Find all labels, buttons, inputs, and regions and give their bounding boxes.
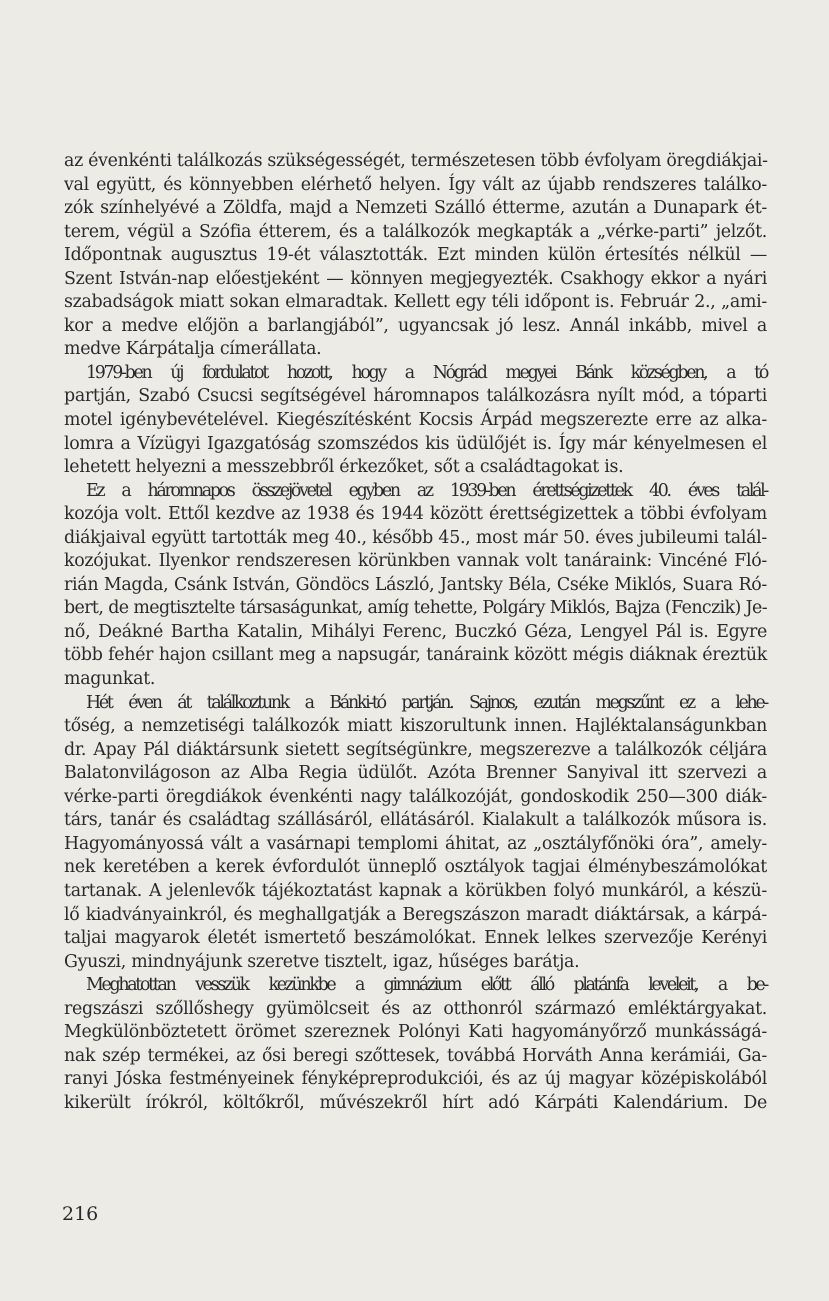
text-line: Szent István-nap előestjeként — könnyen megjegyezték. Csakhogy ekkor a nyári xyxy=(64,268,767,289)
text-line: diákjaival együtt tartották meg 40., később 45., most már 50. éves jubileumi talál- xyxy=(64,527,767,548)
text-line: zók színhelyévé a Zöldfa, majd a Nemzeti Szálló étterme, azután a Dunapark ét- xyxy=(64,198,767,219)
text-line: val együtt, és könnyebben elérhető helyen. Így vált az újabb rendszeres találko- xyxy=(64,174,767,195)
text-line: dr. Apay Pál diáktársunk sietett segítségünkre, megszerezve a találkozók céljára xyxy=(64,739,767,760)
text-line: Balatonvilágoson az Alba Regia üdülőt. Azóta Brenner Sanyival itt szervezi a xyxy=(64,763,767,784)
page-number: 216 xyxy=(62,1203,99,1225)
paragraph-5 xyxy=(64,974,767,1115)
text-line: lehetett helyezni a messzebbről érkezőket, sőt a családtagokat is. xyxy=(64,457,624,478)
text-line: medve Kárpátalja címerállata. xyxy=(64,339,322,360)
text-line: az évenkénti találkozás szükségességét, természetesen több évfolyam öregdiákjai- xyxy=(64,151,768,171)
paragraph-2 xyxy=(64,362,767,480)
page-body xyxy=(64,150,767,1115)
text-line: Ez a háromnapos összejövetel egyben az 1939-ben érettségizettek 40. éves talál- xyxy=(86,480,767,501)
text-line: kozója volt. Ettől kezdve az 1938 és 1944 között érettségizettek a többi évfolyam xyxy=(64,504,767,525)
text-line: 1979-ben új fordulatot hozott, hogy a Nógrád megyei Bánk községben, a tó xyxy=(86,362,767,383)
text-line: nő, Deákné Bartha Katalin, Mihályi Ferenc, Buczkó Géza, Lengyel Pál is. Egyre xyxy=(64,621,767,642)
text-line: tőség, a nemzetiségi találkozók miatt kiszorultunk innen. Hajléktalanságunkban xyxy=(64,716,767,737)
text-line: kozójukat. Ilyenkor rendszeresen körünkben vannak volt tanáraink: Vincéné Fló- xyxy=(64,551,767,572)
text-line: Hét éven át találkoztunk a Bánki-tó partján. Sajnos, ezután megszűnt ez a lehe- xyxy=(86,692,767,713)
text-line: kor a medve előjön a barlangjából”, ugyancsak jó lesz. Annál inkább, mivel a xyxy=(64,315,767,336)
text-line: taljai magyarok életét ismertető beszámolókat. Ennek lelkes szervezője Kerényi xyxy=(64,928,767,949)
text-line: kikerült írókról, költőkről, művészekről hírt adó Kárpáti Kalendárium. De xyxy=(64,1092,767,1113)
text-line: Meghatottan vesszük kezünkbe a gimnázium előtt álló platánfa leveleit, a be- xyxy=(86,975,767,996)
text-line: bert, de megtisztelte társaságunkat, amíg tehette, Polgáry Miklós, Bajza (Fenczik) Je- xyxy=(64,598,767,619)
text-line: Gyuszi, mindnyájunk szeretve tisztelt, igaz, hűséges barátja. xyxy=(64,951,580,972)
text-line: Hagyományossá vált a vasárnapi templomi áhitat, az „osztályfőnöki óra”, amely- xyxy=(64,833,767,854)
paragraph-4 xyxy=(64,692,767,975)
paragraph-1 xyxy=(64,150,767,362)
text-line: ranyi Jóska festményeinek fényképreprodukciói, és az új magyar középiskolából xyxy=(64,1069,767,1090)
text-line: regszászi szőllőshegy gyümölcseit és az otthonról származó emléktárgyakat. xyxy=(64,998,767,1019)
text-line: szabadságok miatt sokan elmaradtak. Kellett egy téli időpont is. Február 2., „ami- xyxy=(64,292,767,313)
text-line: vérke-parti öregdiákok évenkénti nagy találkozóját, gondoskodik 250—300 diák- xyxy=(64,786,767,807)
text-line: partján, Szabó Csucsi segítségével háromnapos találkozásra nyílt mód, a tóparti xyxy=(64,386,767,407)
text-line: Időpontnak augusztus 19-ét választották. Ezt minden külön értesítés nélkül — xyxy=(64,245,767,266)
text-line: tartanak. A jelenlevők tájékoztatást kapnak a körükben folyó munkáról, a készü- xyxy=(64,880,767,901)
text-line: több fehér hajon csillant meg a napsugár, tanáraink között mégis diáknak éreztük xyxy=(64,645,767,666)
text-line: magunkat. xyxy=(64,669,156,690)
text-line: Megkülönböztetett örömet szereznek Polónyi Kati hagyományőrző munkásságá- xyxy=(64,1022,767,1043)
text-line: motel igénybevételével. Kiegészítésként Kocsis Árpád megszerezte erre az alka- xyxy=(64,410,767,431)
text-line: rián Magda, Csánk István, Göndöcs László, Jantsky Béla, Cséke Miklós, Suara Ró- xyxy=(64,574,767,595)
text-line: lomra a Vízügyi Igazgatóság szomszédos kis üdülőjét is. Így már kényelmesen el xyxy=(64,433,767,454)
paragraph-3 xyxy=(64,480,767,692)
text-line: társ, tanár és családtag szállásáról, ellátásáról. Kialakult a találkozók műsora is. xyxy=(64,810,767,831)
text-line: terem, végül a Szófia étterem, és a találkozók megkapták a „vérke-parti” jelzőt. xyxy=(64,221,767,242)
text-line: nak szép termékei, az ősi beregi szőttesek, továbbá Horváth Anna kerámiái, Ga- xyxy=(64,1045,767,1066)
text-line: lő kiadványainkról, és meghallgatják a Beregszászon maradt diáktársak, a kárpá- xyxy=(64,904,767,925)
text-line: nek keretében a kerek évfordulót ünneplő osztályok tagjai élménybeszámolókat xyxy=(64,857,767,878)
